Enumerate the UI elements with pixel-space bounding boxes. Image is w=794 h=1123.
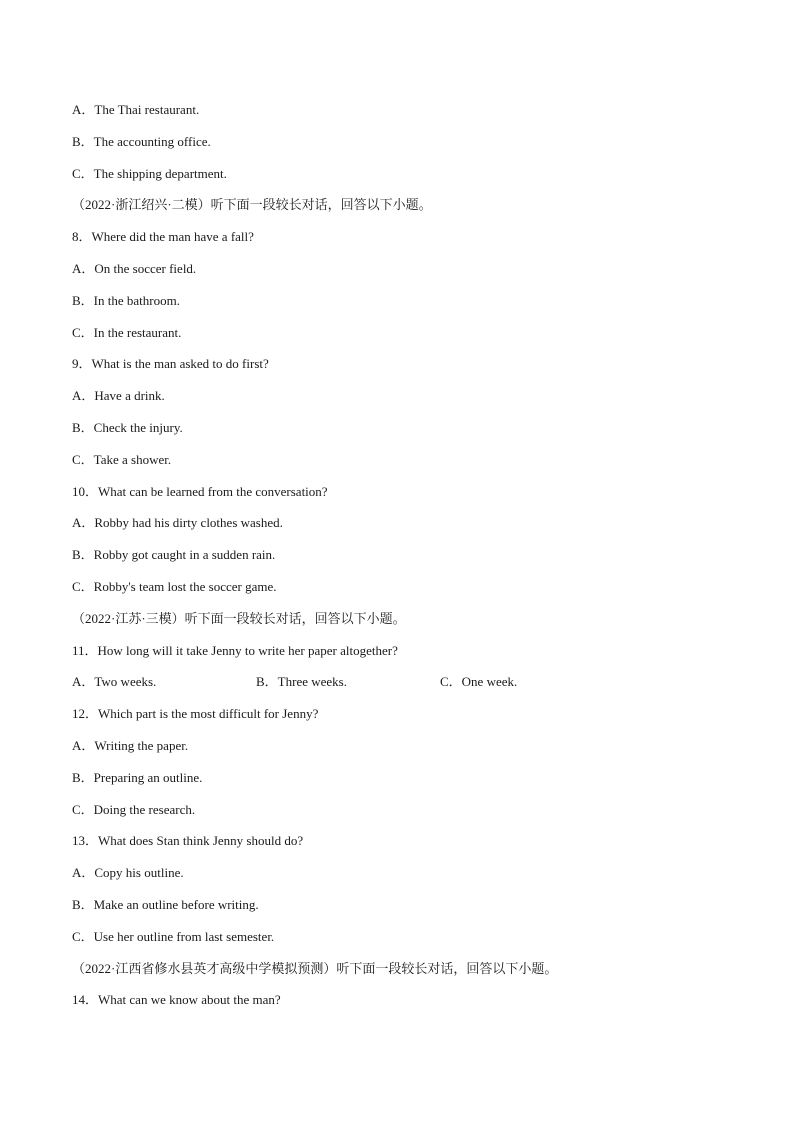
question-9: 9．What is the man asked to do first?: [72, 356, 269, 372]
question-12: 12．Which part is the most difficult for Jenny?: [72, 706, 319, 722]
q13-option-a: A．Copy his outline.: [72, 865, 184, 881]
q8-option-c: C．In the restaurant.: [72, 324, 182, 340]
q8-option-b: B．In the bathroom.: [72, 292, 180, 308]
question-10: 10．What can be learned from the conversation?: [72, 483, 328, 499]
q7-option-a: A．The Thai restaurant.: [72, 102, 200, 117]
q10-option-b: B．Robby got caught in a sudden rain.: [72, 547, 276, 563]
q9-option-a: A．Have a drink.: [72, 388, 165, 404]
q13-option-b: B．Make an outline before writing.: [72, 896, 259, 912]
q12-option-a: A．Writing the paper.: [72, 737, 189, 753]
q12-option-c: C．Doing the research.: [72, 801, 196, 817]
q11-option-b: B．Three weeks.: [256, 674, 347, 690]
q9-option-b: B．Check the injury.: [72, 419, 183, 435]
question-11: 11．How long will it take Jenny to write her paper altogether?: [72, 642, 398, 658]
q12-option-b: B．Preparing an outline.: [72, 769, 203, 785]
q10-option-c: C．Robby's team lost the soccer game.: [72, 578, 277, 594]
q9-option-c: C．Take a shower.: [72, 451, 172, 467]
q11-option-a: A．Two weeks.: [72, 674, 157, 690]
q7-option-c: C．The shipping department.: [72, 165, 227, 181]
document-page: [72, 100, 722, 1022]
section-header-shaoxing: （2022·浙江绍兴·二模）听下面一段较长对话，回答以下小题。: [72, 197, 432, 213]
q11-option-c: C．One week.: [440, 674, 518, 690]
question-14: 14．What can we know about the man?: [72, 992, 281, 1008]
q10-option-a: A．Robby had his dirty clothes washed.: [72, 515, 283, 531]
section-header-jiangsu: （2022·江苏·三模）听下面一段较长对话，回答以下小题。: [72, 610, 406, 626]
q13-option-c: C．Use her outline from last semester.: [72, 928, 275, 944]
q11-options-row: [72, 672, 722, 704]
section-header-jiangxi: （2022·江西省修水县英才高级中学模拟预测）听下面一段较长对话，回答以下小题。: [72, 960, 558, 976]
q8-option-a: A．On the soccer field.: [72, 260, 197, 276]
question-8: 8．Where did the man have a fall?: [72, 229, 254, 245]
question-13: 13．What does Stan think Jenny should do?: [72, 833, 304, 849]
q7-option-b: B．The accounting office.: [72, 133, 211, 149]
